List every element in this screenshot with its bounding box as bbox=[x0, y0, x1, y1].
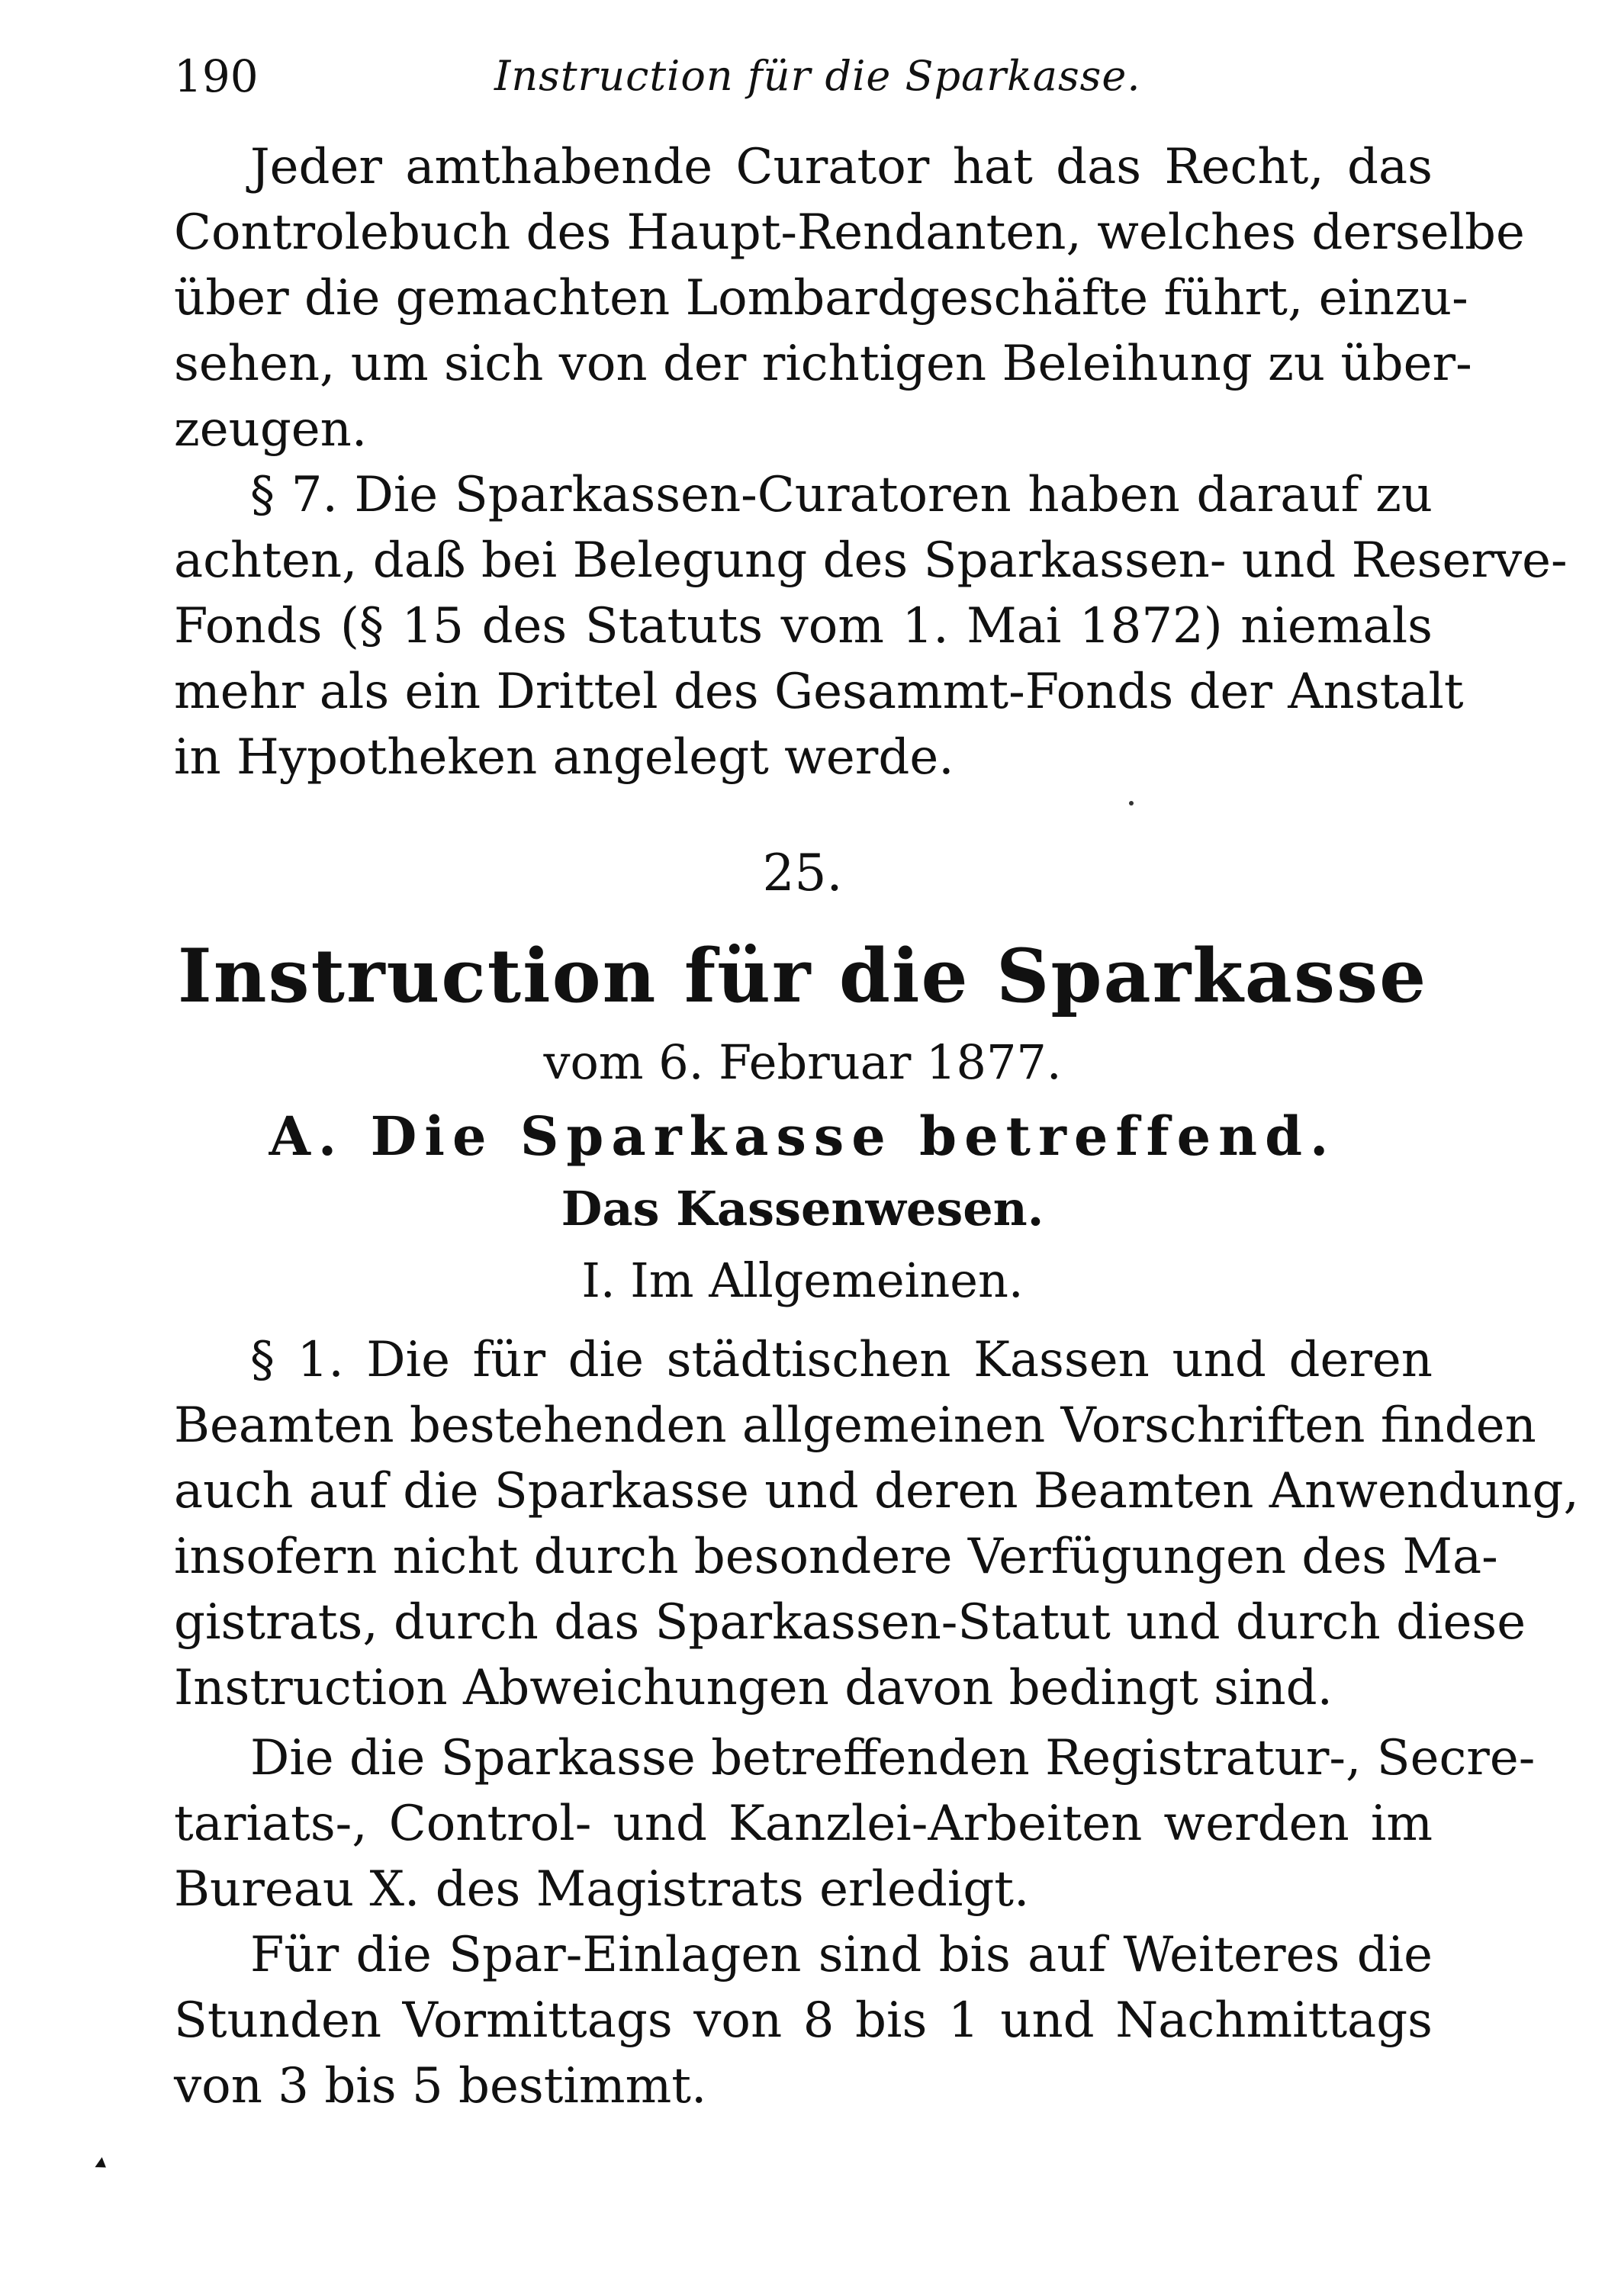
page-number: 190 bbox=[174, 50, 259, 102]
text-line: Fonds (§ 15 des Statuts vom 1. Mai 1872) niemals bbox=[174, 598, 1433, 654]
intro-paragraph bbox=[174, 134, 1525, 462]
section-heading-block bbox=[0, 839, 1605, 1314]
text-line: mehr als ein Drittel des Gesammt-Fonds der Anstalt bbox=[174, 664, 1464, 720]
text-line: insofern nicht durch besondere Verfügungen des Ma- bbox=[174, 1529, 1498, 1585]
text-line: Beamten bestehenden allgemeinen Vorschriften finden bbox=[174, 1397, 1536, 1454]
text-line: tariats-, Control- und Kanzlei-Arbeiten werden im bbox=[174, 1796, 1433, 1852]
text-line: Die die Sparkasse betreffenden Registratur-, Secre- bbox=[250, 1730, 1536, 1786]
ink-speck bbox=[1129, 801, 1134, 806]
text-line: Für die Spar-Einlagen sind bis auf Weiteres die bbox=[250, 1927, 1433, 1983]
text-line: zeugen. bbox=[174, 401, 368, 458]
running-head: Instruction für die Sparkasse. bbox=[494, 52, 1141, 100]
text-line: Bureau X. des Magistrats erledigt. bbox=[174, 1861, 1030, 1918]
text-line: Controlebuch des Haupt-Rendanten, welches derselbe bbox=[174, 204, 1525, 261]
text-line: gistrats, durch das Sparkassen-Statut und durch diese bbox=[174, 1594, 1526, 1651]
text-line: achten, daß bei Belegung des Sparkassen- und Reserve- bbox=[174, 532, 1568, 589]
text-line: sehen, um sich von der richtigen Beleihung zu über- bbox=[174, 336, 1472, 392]
page-header bbox=[174, 46, 1433, 107]
paragraph-hours bbox=[174, 1922, 1433, 2119]
sub-heading: Das Kassenwesen. bbox=[561, 1181, 1044, 1236]
section-title: Instruction für die Sparkasse bbox=[177, 933, 1428, 1019]
section-date: vom 6. Februar 1877. bbox=[543, 1034, 1062, 1090]
text-line: in Hypotheken angelegt werde. bbox=[174, 729, 954, 786]
text-line: Stunden Vormittags von 8 bis 1 und Nachmittags bbox=[174, 1992, 1433, 2049]
text-line: Instruction Abweichungen davon bedingt sind. bbox=[174, 1660, 1333, 1716]
section-number: 25. bbox=[762, 844, 843, 902]
part-heading: A. Die Sparkasse betreffend. bbox=[269, 1105, 1336, 1168]
text-line: Jeder amthabende Curator hat das Recht, das bbox=[250, 139, 1433, 195]
text-line: auch auf die Sparkasse und deren Beamten Anwendung, bbox=[174, 1463, 1579, 1519]
sub-sub-heading: I. Im Allgemeinen. bbox=[581, 1253, 1024, 1308]
text-line: von 3 bis 5 bestimmt. bbox=[174, 2058, 707, 2114]
paragraph-7 bbox=[174, 462, 1568, 790]
text-line: über die gemachten Lombardgeschäfte führt, einzu- bbox=[174, 270, 1468, 326]
paragraph-registratur bbox=[174, 1725, 1536, 1922]
paragraph-1 bbox=[174, 1327, 1579, 1721]
corner-mark bbox=[95, 2157, 109, 2172]
text-line: § 1. Die für die städtischen Kassen und deren bbox=[250, 1332, 1433, 1388]
text-line: § 7. Die Sparkassen-Curatoren haben darauf zu bbox=[250, 467, 1433, 523]
